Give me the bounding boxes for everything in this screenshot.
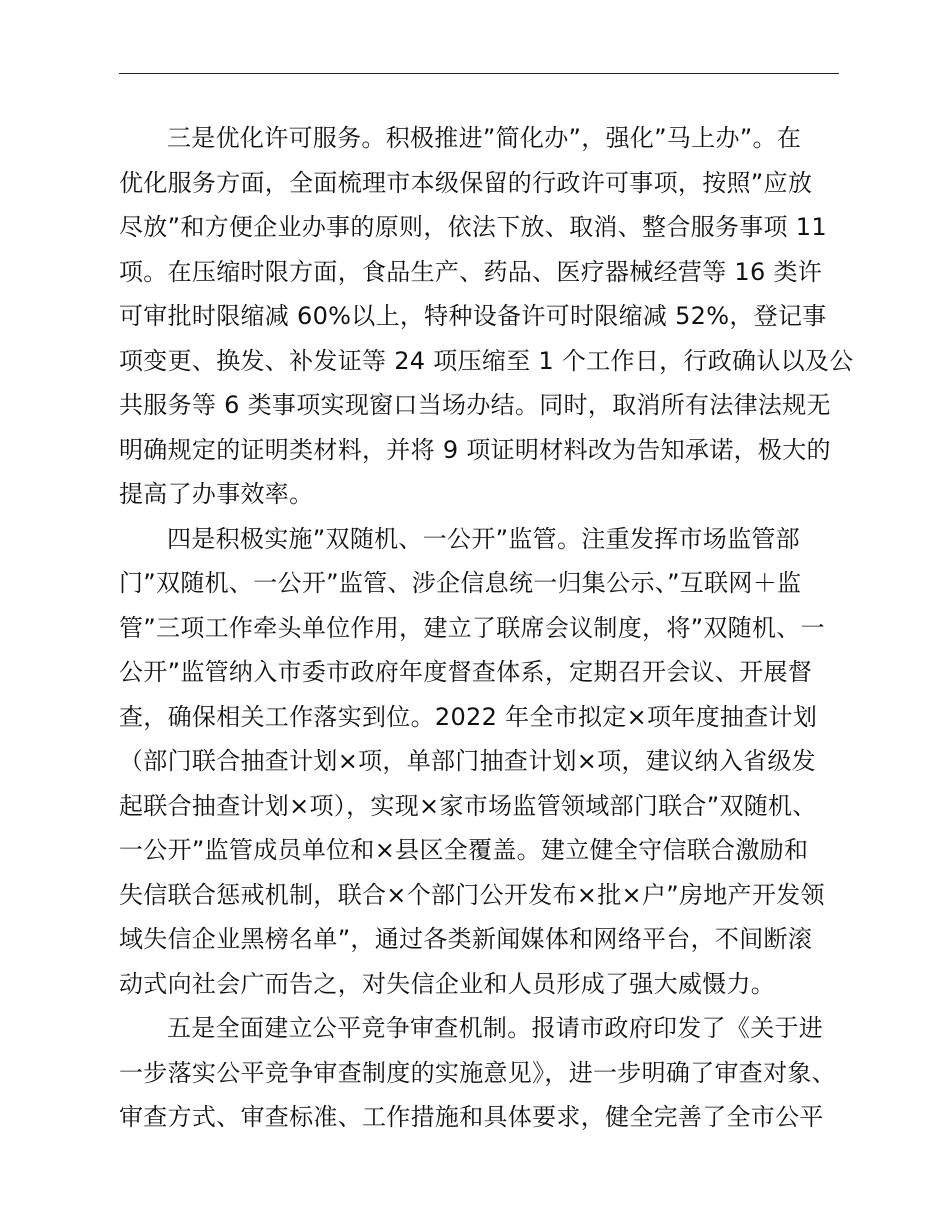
text-line: 项变更、换发、补发证等 24 项压缩至 1 个工作日，行政确认以及公 xyxy=(119,346,854,375)
text-line: 共服务等 6 类事项实现窗口当场办结。同时，取消所有法律法规无 xyxy=(119,391,831,419)
text-line: 门”双随机、一公开”监管、涉企信息统一归集公示、”互联网＋监 xyxy=(119,569,802,597)
paragraph-permit-service xyxy=(119,116,859,517)
text-line: 审查方式、审查标准、工作措施和具体要求，健全完善了全市公平 xyxy=(119,1103,824,1131)
text-line: 项。在压缩时限方面，食品生产、药品、医疗器械经营等 16 类许 xyxy=(119,257,823,286)
text-line: 提高了办事效率。 xyxy=(119,480,314,508)
text-line: 失信联合惩戒机制，联合×个部门公开发布×批×户”房地产开发领 xyxy=(119,880,825,909)
text-line: 四是积极实施”双随机、一公开”监管。注重发挥市场监管部 xyxy=(167,524,800,553)
text-line: 可审批时限缩减 60%以上，特种设备许可时限缩减 52%，登记事 xyxy=(119,302,827,330)
text-line: （部门联合抽查计划×项，单部门抽查计划×项，建议纳入省级发 xyxy=(119,747,816,775)
body-text xyxy=(119,116,859,1140)
text-line: 三是优化许可服务。积极推进”简化办”，强化”马上办”。在 xyxy=(167,124,802,152)
text-line: 公开”监管纳入市委市政府年度督查体系，定期召开会议、开展督 xyxy=(119,658,813,686)
text-line: 动式向社会广而告之，对失信企业和人员形成了强大威慑力。 xyxy=(119,969,776,998)
text-line: 明确规定的证明类材料，并将 9 项证明材料改为告知承诺，极大的 xyxy=(119,435,831,464)
text-line: 一公开”监管成员单位和×县区全覆盖。建立健全守信联合激励和 xyxy=(119,836,809,864)
paragraph-fair-competition-review xyxy=(119,1006,859,1140)
text-line: 管”三项工作牵头单位作用，建立了联席会议制度，将”双随机、一 xyxy=(119,613,825,642)
text-line: 起联合抽查计划×项），实现×家市场监管领域部门联合”双随机、 xyxy=(119,791,817,820)
header-rule xyxy=(119,73,839,74)
paragraph-double-random-supervision xyxy=(119,517,859,1007)
text-line: 五是全面建立公平竞争审查机制。报请市政府印发了《关于进 xyxy=(167,1014,824,1042)
text-line: 优化服务方面，全面梳理市本级保留的行政许可事项，按照”应放 xyxy=(119,168,813,197)
text-line: 查，确保相关工作落实到位。2022 年全市拟定×项年度抽查计划 xyxy=(119,702,818,731)
text-line: 尽放”和方便企业办事的原则，依法下放、取消、整合服务事项 11 xyxy=(119,213,827,241)
text-line: 一步落实公平竞争审查制度的实施意见》，进一步明确了审查对象、 xyxy=(119,1058,836,1087)
text-line: 域失信企业黑榜名单”，通过各类新闻媒体和网络平台，不间断滚 xyxy=(119,925,813,953)
